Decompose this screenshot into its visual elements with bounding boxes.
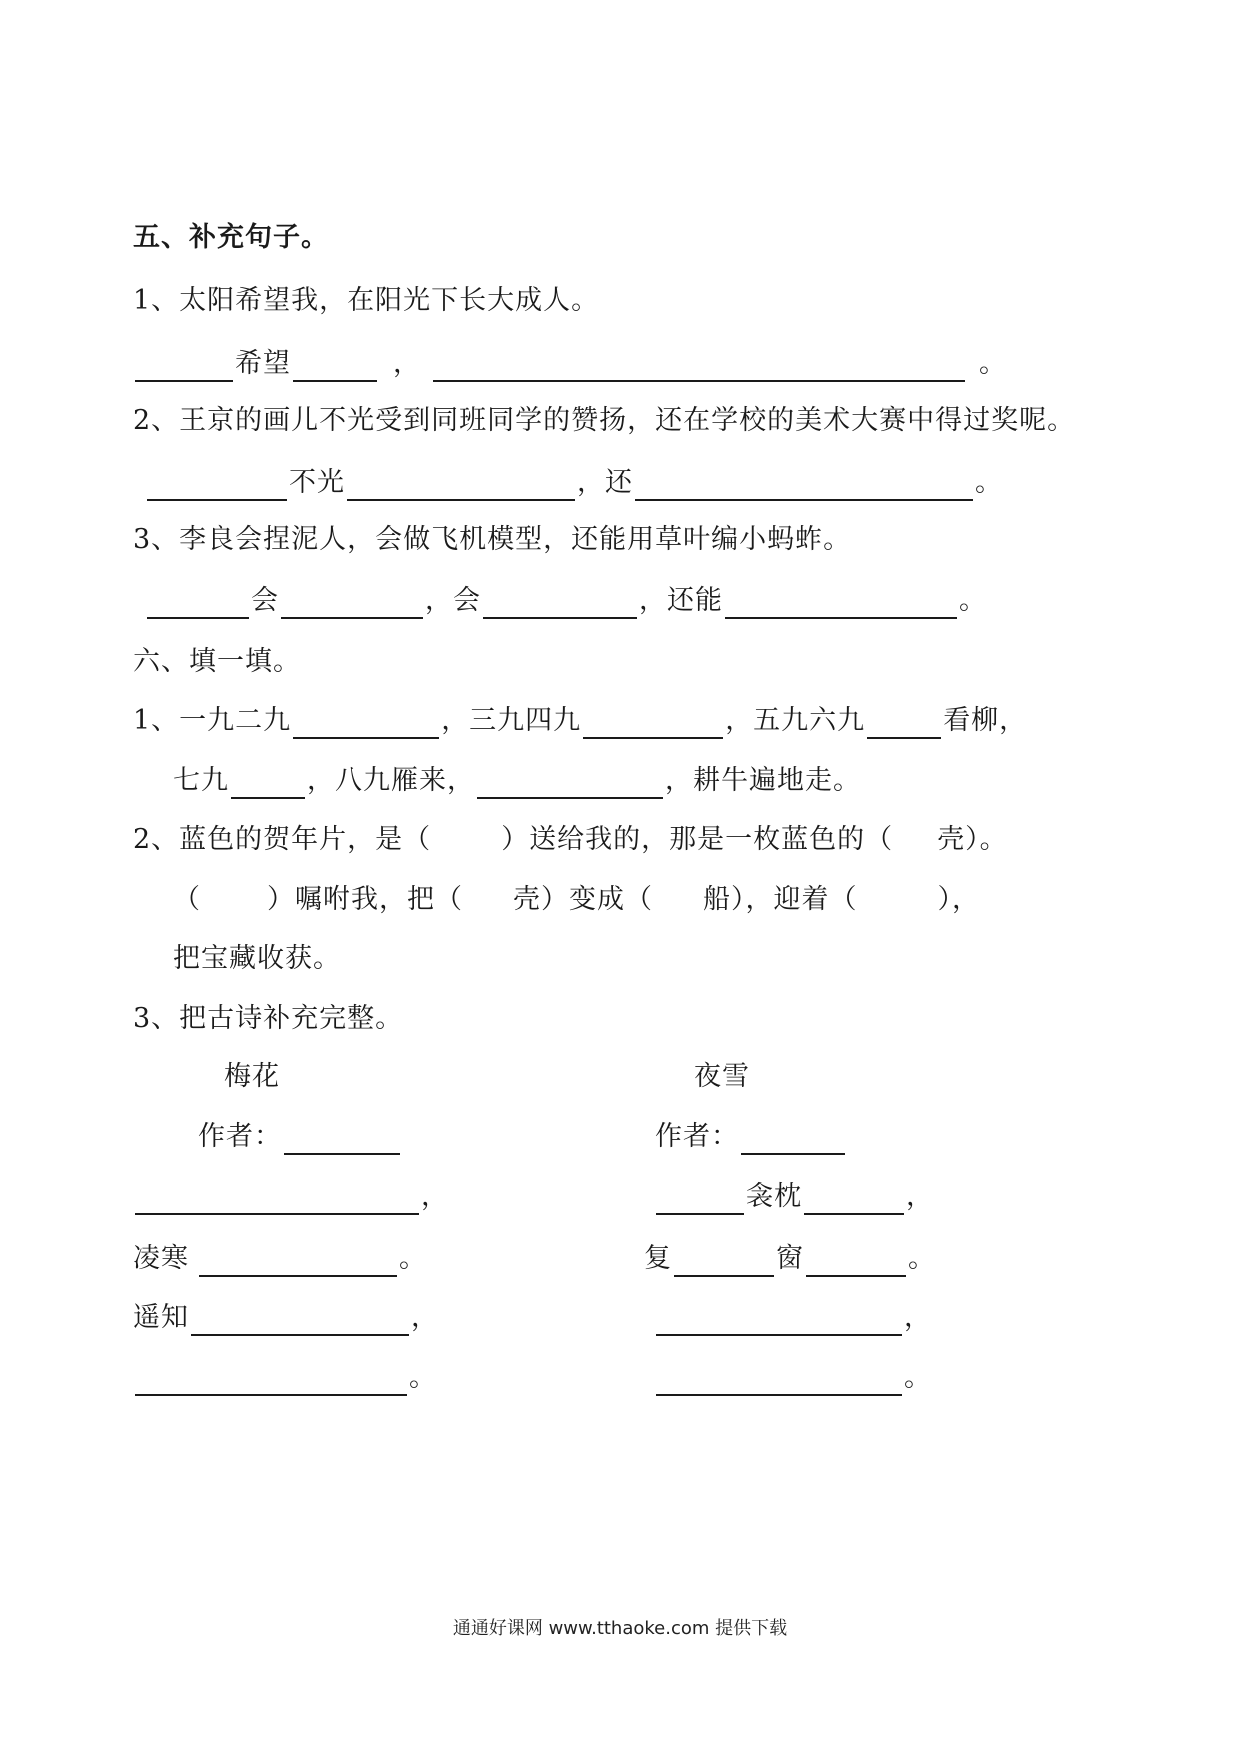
author-label: 作者： [655,1121,739,1152]
q3-end: 。 [959,585,987,616]
poem2-line4 [654,1352,932,1396]
text: 看柳， [943,705,1028,736]
blank[interactable] [281,587,423,619]
q2-end: 。 [975,467,1003,498]
text: 窗 [776,1243,804,1274]
poem2-author-line [655,1111,847,1155]
punct: ， [906,1181,934,1212]
poem1-line2 [133,1233,427,1277]
punct: 。 [399,1243,427,1274]
blank[interactable] [477,767,663,799]
blank[interactable] [583,707,723,739]
blank[interactable] [199,1245,397,1277]
text: ，耕牛遍地走。 [665,765,861,796]
q3-word1: 会 [251,585,279,616]
blank[interactable] [135,1364,407,1396]
blank[interactable] [147,469,287,501]
s6-q1-line2 [173,755,861,799]
author-label: 作者： [198,1121,282,1152]
punct: 。 [904,1362,932,1393]
poem1-line1 [133,1171,449,1215]
blank[interactable] [867,707,941,739]
blank[interactable] [293,707,439,739]
q1-word: 希望 [235,348,291,379]
poem2-title: 夜雪 [694,1061,750,1092]
text: ，三九四九 [441,705,582,736]
blank[interactable] [635,469,973,501]
poem2-line2 [644,1233,936,1277]
punct: 。 [908,1243,936,1274]
poem1-line3 [133,1292,439,1336]
section-5-title: 五、补充句子。 [133,222,329,253]
blank[interactable] [284,1123,400,1155]
text: 七九 [173,765,229,796]
q1-end: 。 [979,348,1007,379]
text: ，五九六九 [725,705,866,736]
blank[interactable] [656,1304,902,1336]
text: 衾枕 [746,1181,802,1212]
blank[interactable] [656,1364,902,1396]
text: 凌寒 [133,1243,189,1274]
punct: 。 [409,1362,437,1393]
blank[interactable] [135,1183,419,1215]
text: ，八九雁来， [307,765,475,796]
punct: ， [421,1181,449,1212]
blank[interactable] [147,587,249,619]
text: 2、蓝色的贺年片，是（ [133,824,432,855]
blank[interactable] [135,350,233,382]
s6-q3-title: 3、把古诗补充完整。 [133,1003,404,1034]
s6-q2-line2 [173,874,980,918]
q2-sentence: 2、王京的画儿不光受到同班同学的赞扬，还在学校的美术大赛中得过奖呢。 [133,405,1076,436]
text: 壳）。 [937,824,1008,855]
poem1-author-line [198,1111,402,1155]
blank[interactable] [191,1304,409,1336]
blank[interactable] [433,350,965,382]
q2-word2: ，还 [577,467,633,498]
text: 1、一九二九 [133,705,292,736]
poem1-title: 梅花 [224,1061,280,1092]
text: 复 [644,1243,672,1274]
text: 壳）变成（ [513,884,653,915]
blank[interactable] [806,1245,906,1277]
q3-word3: ，还能 [639,585,723,616]
text: ）送给我的，那是一枚蓝色的（ [501,824,894,855]
punct: ， [904,1302,932,1333]
q2-word1: 不光 [289,467,345,498]
blank[interactable] [741,1123,845,1155]
text: 船），迎着（ [703,884,858,915]
blank[interactable] [347,469,575,501]
text: 遥知 [133,1302,189,1333]
text: ）嘱咐我，把（ [267,884,463,915]
q2-fill-line [145,457,1003,501]
page-footer: 通通好课网 www.tthaoke.com 提供下载 [452,1618,788,1639]
text: ）， [937,884,980,915]
q1-comma: ， [393,348,421,379]
blank[interactable] [674,1245,774,1277]
q1-sentence: 1、太阳希望我，在阳光下长大成人。 [133,285,600,316]
punct: ， [411,1302,439,1333]
q3-sentence: 3、李良会捏泥人，会做飞机模型，还能用草叶编小蚂蚱。 [133,524,852,555]
s6-q2-line3: 把宝藏收获。 [173,943,341,974]
poem2-line1 [654,1171,934,1215]
s6-q1-line1 [133,695,1027,739]
q1-fill-line [133,338,1007,382]
q3-word2: ，会 [425,585,481,616]
blank[interactable] [725,587,957,619]
s6-q2-line1 [133,814,1008,858]
text: （ [173,884,201,915]
blank[interactable] [483,587,637,619]
section-6-title: 六、填一填。 [133,646,301,677]
blank[interactable] [293,350,377,382]
blank[interactable] [804,1183,904,1215]
blank[interactable] [231,767,305,799]
q3-fill-line [145,575,987,619]
poem2-line3 [654,1292,932,1336]
blank[interactable] [656,1183,744,1215]
poem1-line4 [133,1352,437,1396]
